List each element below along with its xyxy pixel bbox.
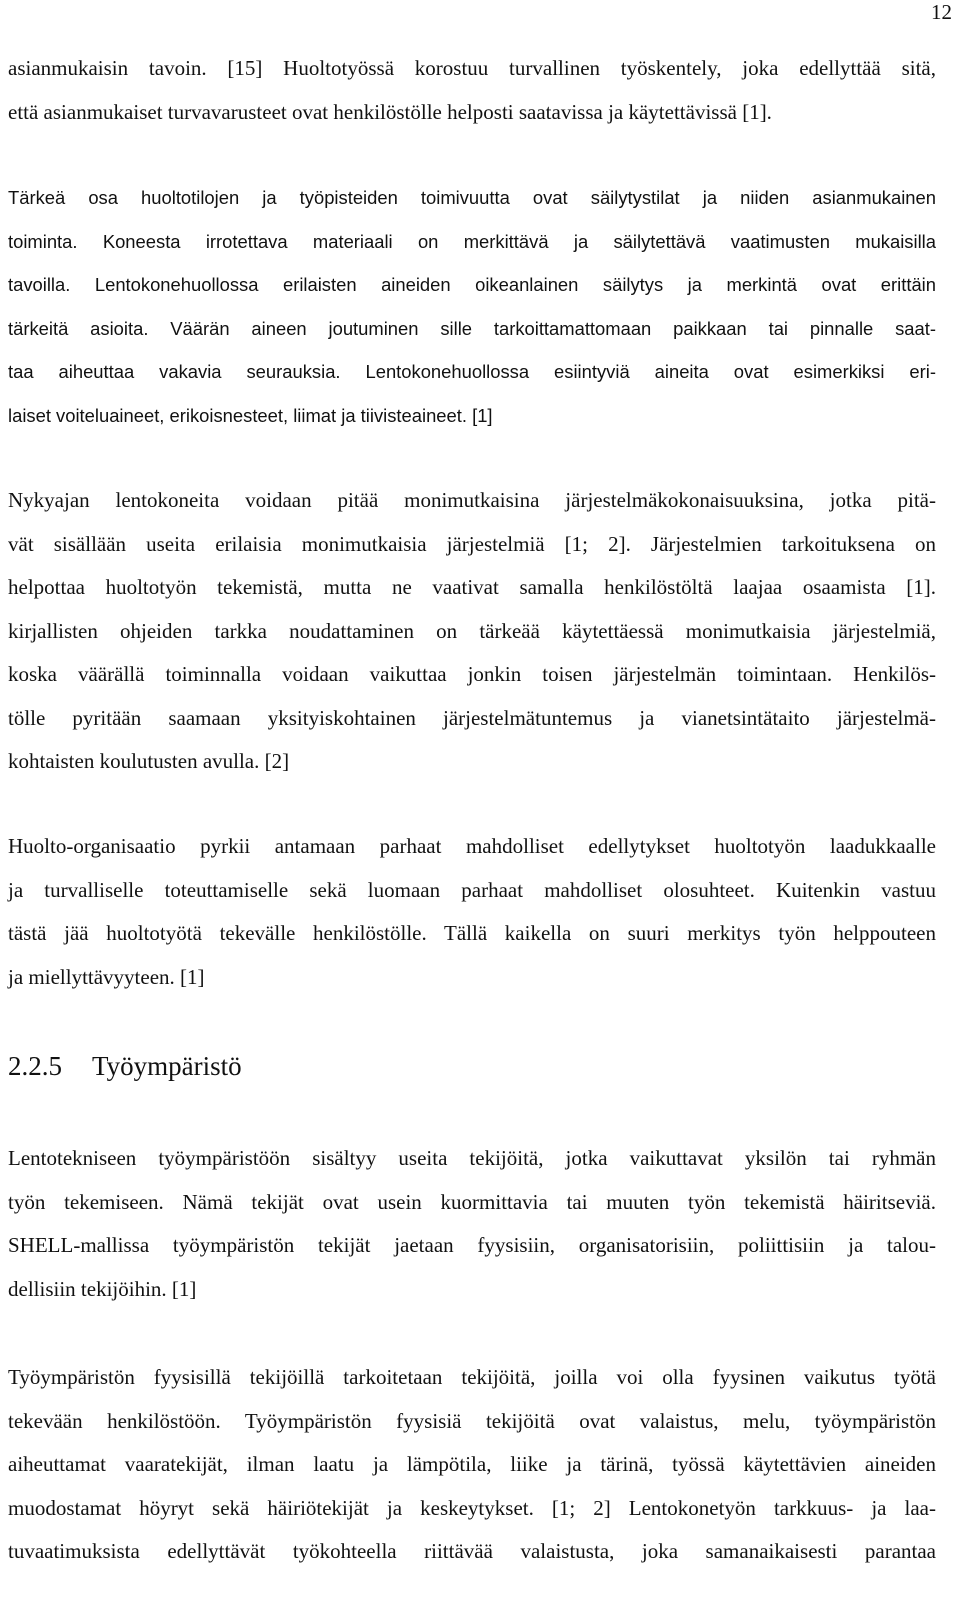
text-line: tärkeitä asioita. Väärän aineen joutuminen sille tarkoittamattomaan paikkaan tai pinnalle saat- [8,317,936,339]
page-number: 12 [931,0,952,24]
paragraph [8,1137,936,1311]
text-line: laiset voiteluaineet, erikoisnesteet, liimat ja tiivisteaineet. [1] [8,404,493,426]
text-line: Tärkeä osa huoltotilojen ja työpisteiden toimivuutta ovat säilytystilat ja niiden asianmukainen [8,187,936,208]
text-line: vät sisällään useita erilaisia monimutkaisia järjestelmiä [1; 2]. Järjestelmien tarkoituksena on [8,531,936,556]
text-line: asianmukaisin tavoin. [15] Huoltotyössä korostuu turvallinen työskentely, joka edellyttää sitä, [8,56,936,80]
text-line: tästä jää huoltotyötä tekevälle henkilöstölle. Tällä kaikella on suuri merkitys työn helppouteen [8,921,936,945]
text-line: ja miellyttävyyteen. [1] [8,964,205,989]
text-line: tekevään henkilöstöön. Työympäristön fyysisiä tekijöitä ovat valaistus, melu, työympäristön [8,1408,936,1433]
text-line: kirjallisten ohjeiden tarkka noudattaminen on tärkeää käytettäessä monimutkaisia järjestelmiä, [8,618,936,643]
paragraph [8,47,936,134]
text-line: tuvaatimuksista edellyttävät työkohteella riittävää valaistusta, joka samanaikaisesti parantaa [8,1539,936,1563]
text-line: Nykyajan lentokoneita voidaan pitää monimutkaisina järjestelmäkokonaisuuksina, jotka pitä- [8,488,936,512]
text-line: taa aiheuttaa vakavia seurauksia. Lentokonehuollossa esiintyviä aineita ovat esimerkiksi eri- [8,361,936,382]
section-number: 2.2.5 [8,1051,62,1081]
text-line: työn tekemiseen. Nämä tekijät ovat usein kuormittavia tai muuten työn tekemistä häiritseviä. [8,1189,936,1214]
text-line: Lentotekniseen työympäristöön sisältyy useita tekijöitä, jotka vaikuttavat yksilön tai ryhmän [8,1146,936,1170]
text-line: Työympäristön fyysisillä tekijöillä tarkoitetaan tekijöitä, joilla voi olla fyysinen vaikutus työtä [8,1365,936,1389]
paragraph [8,176,936,437]
text-line: tavoilla. Lentokonehuollossa erilaisten aineiden oikeanlainen säilytys ja merkintä ovat erittäin [8,274,936,295]
section-title: Työympäristö [92,1051,242,1081]
text-line: toiminta. Koneesta irrotettava materiaali on merkittävä ja säilytettävä vaatimusten mukaisilla [8,230,936,252]
text-line: koska väärällä toiminnalla voidaan vaikuttaa jonkin toisen järjestelmän toimintaan. Henkilös- [8,662,936,686]
text-line: SHELL-mallissa työympäristön tekijät jaetaan fyysisiin, organisatorisiin, poliittisiin ja talou- [8,1233,936,1257]
text-line: muodostamat höyryt sekä häiriötekijät ja keskeytykset. [1; 2] Lentokonetyön tarkkuus- ja laa- [8,1495,936,1520]
text-line: ja turvalliselle toteuttamiselle sekä luomaan parhaat mahdolliset olosuhteet. Kuitenkin vastuu [8,877,936,902]
paragraph [8,479,936,784]
text-line: Huolto-organisaatio pyrkii antamaan parhaat mahdolliset edellytykset huoltotyön laadukkaalle [8,834,936,858]
text-line: aiheuttamat vaaratekijät, ilman laatu ja lämpötila, liike ja tärinä, työssä käytettävien aineiden [8,1452,936,1476]
text-line: että asianmukaiset turvavarusteet ovat henkilöstölle helposti saatavissa ja käytettävissä [1]. [8,99,772,124]
text-line: dellisiin tekijöihin. [1] [8,1276,197,1301]
text-line: tölle pyritään saamaan yksityiskohtainen järjestelmätuntemus ja vianetsintätaito järjestelmä- [8,705,936,730]
text-line: helpottaa huoltotyön tekemistä, mutta ne vaativat samalla henkilöstöltä laajaa osaamista [1]. [8,575,936,599]
paragraph [8,1356,936,1574]
text-line: kohtaisten koulutusten avulla. [2] [8,749,290,773]
section-heading [8,1046,242,1086]
paragraph [8,825,936,999]
